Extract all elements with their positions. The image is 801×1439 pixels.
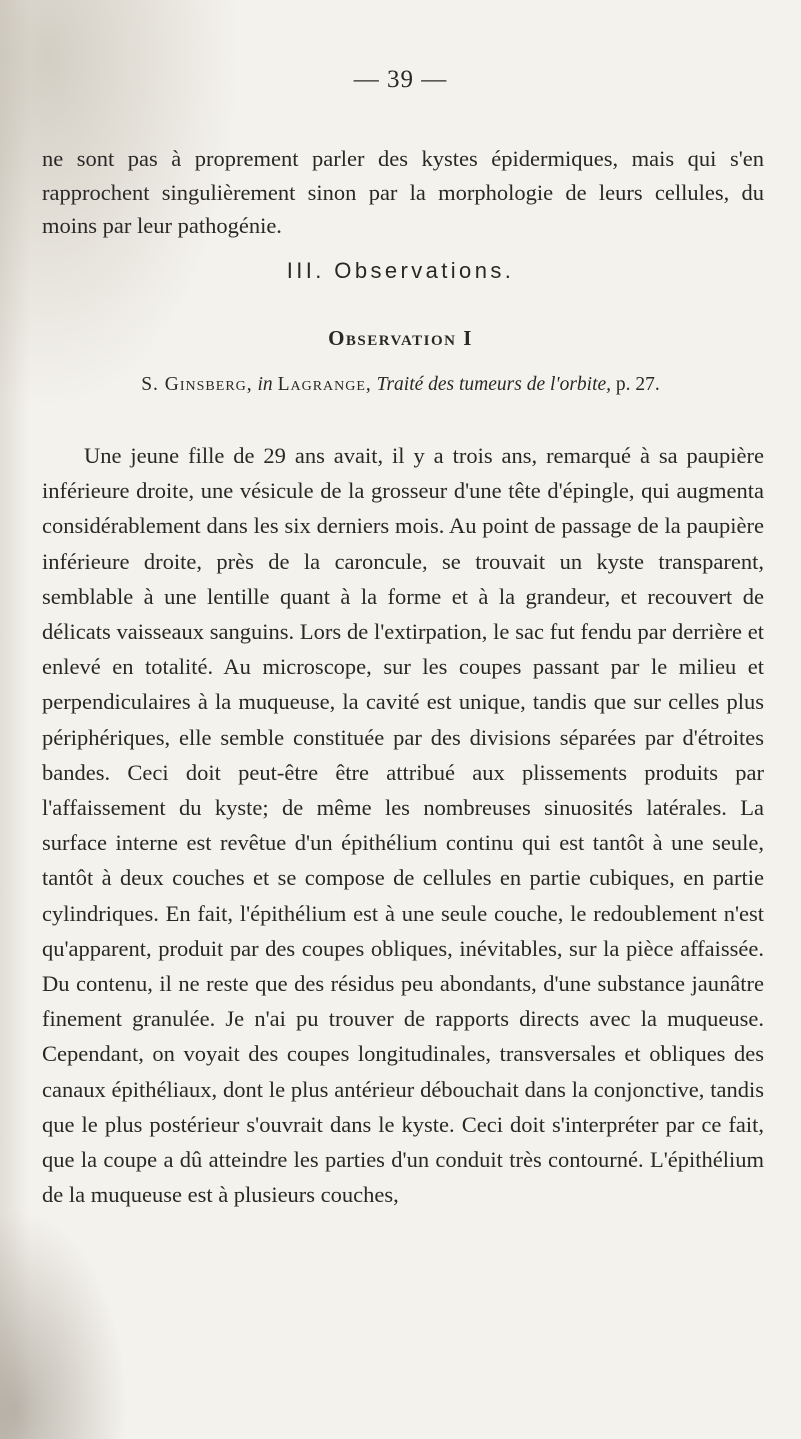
reference-editor: Lagrange,: [277, 374, 372, 395]
section-heading: III. Observations.: [286, 258, 515, 283]
reference-page: p. 27.: [615, 374, 660, 395]
bibliographic-reference: [0, 374, 801, 396]
reference-in: in: [257, 374, 273, 395]
page-number: — 39 —: [353, 66, 448, 93]
observation-title: Observation I: [328, 326, 473, 350]
intro-paragraph: ne sont pas à proprement parler des kystes épidermiques, mais qui s'en rapprochent singulièrement sinon par la morphologie de leurs cellules, du moins par leur pathogénie.: [42, 146, 764, 238]
observation-body: Une jeune fille de 29 ans avait, il y a trois ans, remarqué à sa paupière inférieure droite, une vésicule de la grosseur d'une tête d'épingle, qui augmenta considérablement dans les six derniers mois. Au point de passage de la paupière inférieure droite, près de la caroncule, se trouvait un kyste transparent, semblable à une lentille quant à la forme et à la grandeur, et recouvert de délicats vaisseaux sanguins. Lors de l'extirpation, le sac fut fendu par derrière et enlevé en totalité. Au microscope, sur les coupes passant par le milieu et perpendiculaires à la muqueuse, la cavité est unique, tandis que sur celles plus périphériques, elle semble constituée par des divisions séparées par d'étroites bandes. Ceci doit peut-être être attribué aux plissements produits par l'affaissement du kyste; de même les nombreuses sinuosités latérales. La surface interne est revêtue d'un épithélium continu qui est tantôt à une seule, tantôt à deux couches et se compose de cellules en partie cubiques, en partie cylindriques. En fait, l'épithélium est à une seule couche, le redoublement n'est qu'apparent, produit par des coupes obliques, inévitables, sur la pièce affaissée. Du contenu, il ne reste que des résidus peu abondants, d'une substance jaunâtre finement granulée. Je n'ai pu trouver de rapports directs avec la muqueuse. Cependant, on voyait des coupes longitudinales, transversales et obliques des canaux épithéliaux, dont le plus antérieur débouchait dans la conjonctive, tandis que le plus postérieur s'ouvrait dans le kyste. Ceci doit s'interpréter par ce fait, que la coupe a dû atteindre les parties d'un conduit très contourné. L'épithélium de la muqueuse est à plusieurs couches,: [42, 443, 764, 1208]
reference-work: Traité des tumeurs de l'orbite,: [376, 374, 612, 395]
reference-author: S. Ginsberg,: [141, 374, 253, 395]
